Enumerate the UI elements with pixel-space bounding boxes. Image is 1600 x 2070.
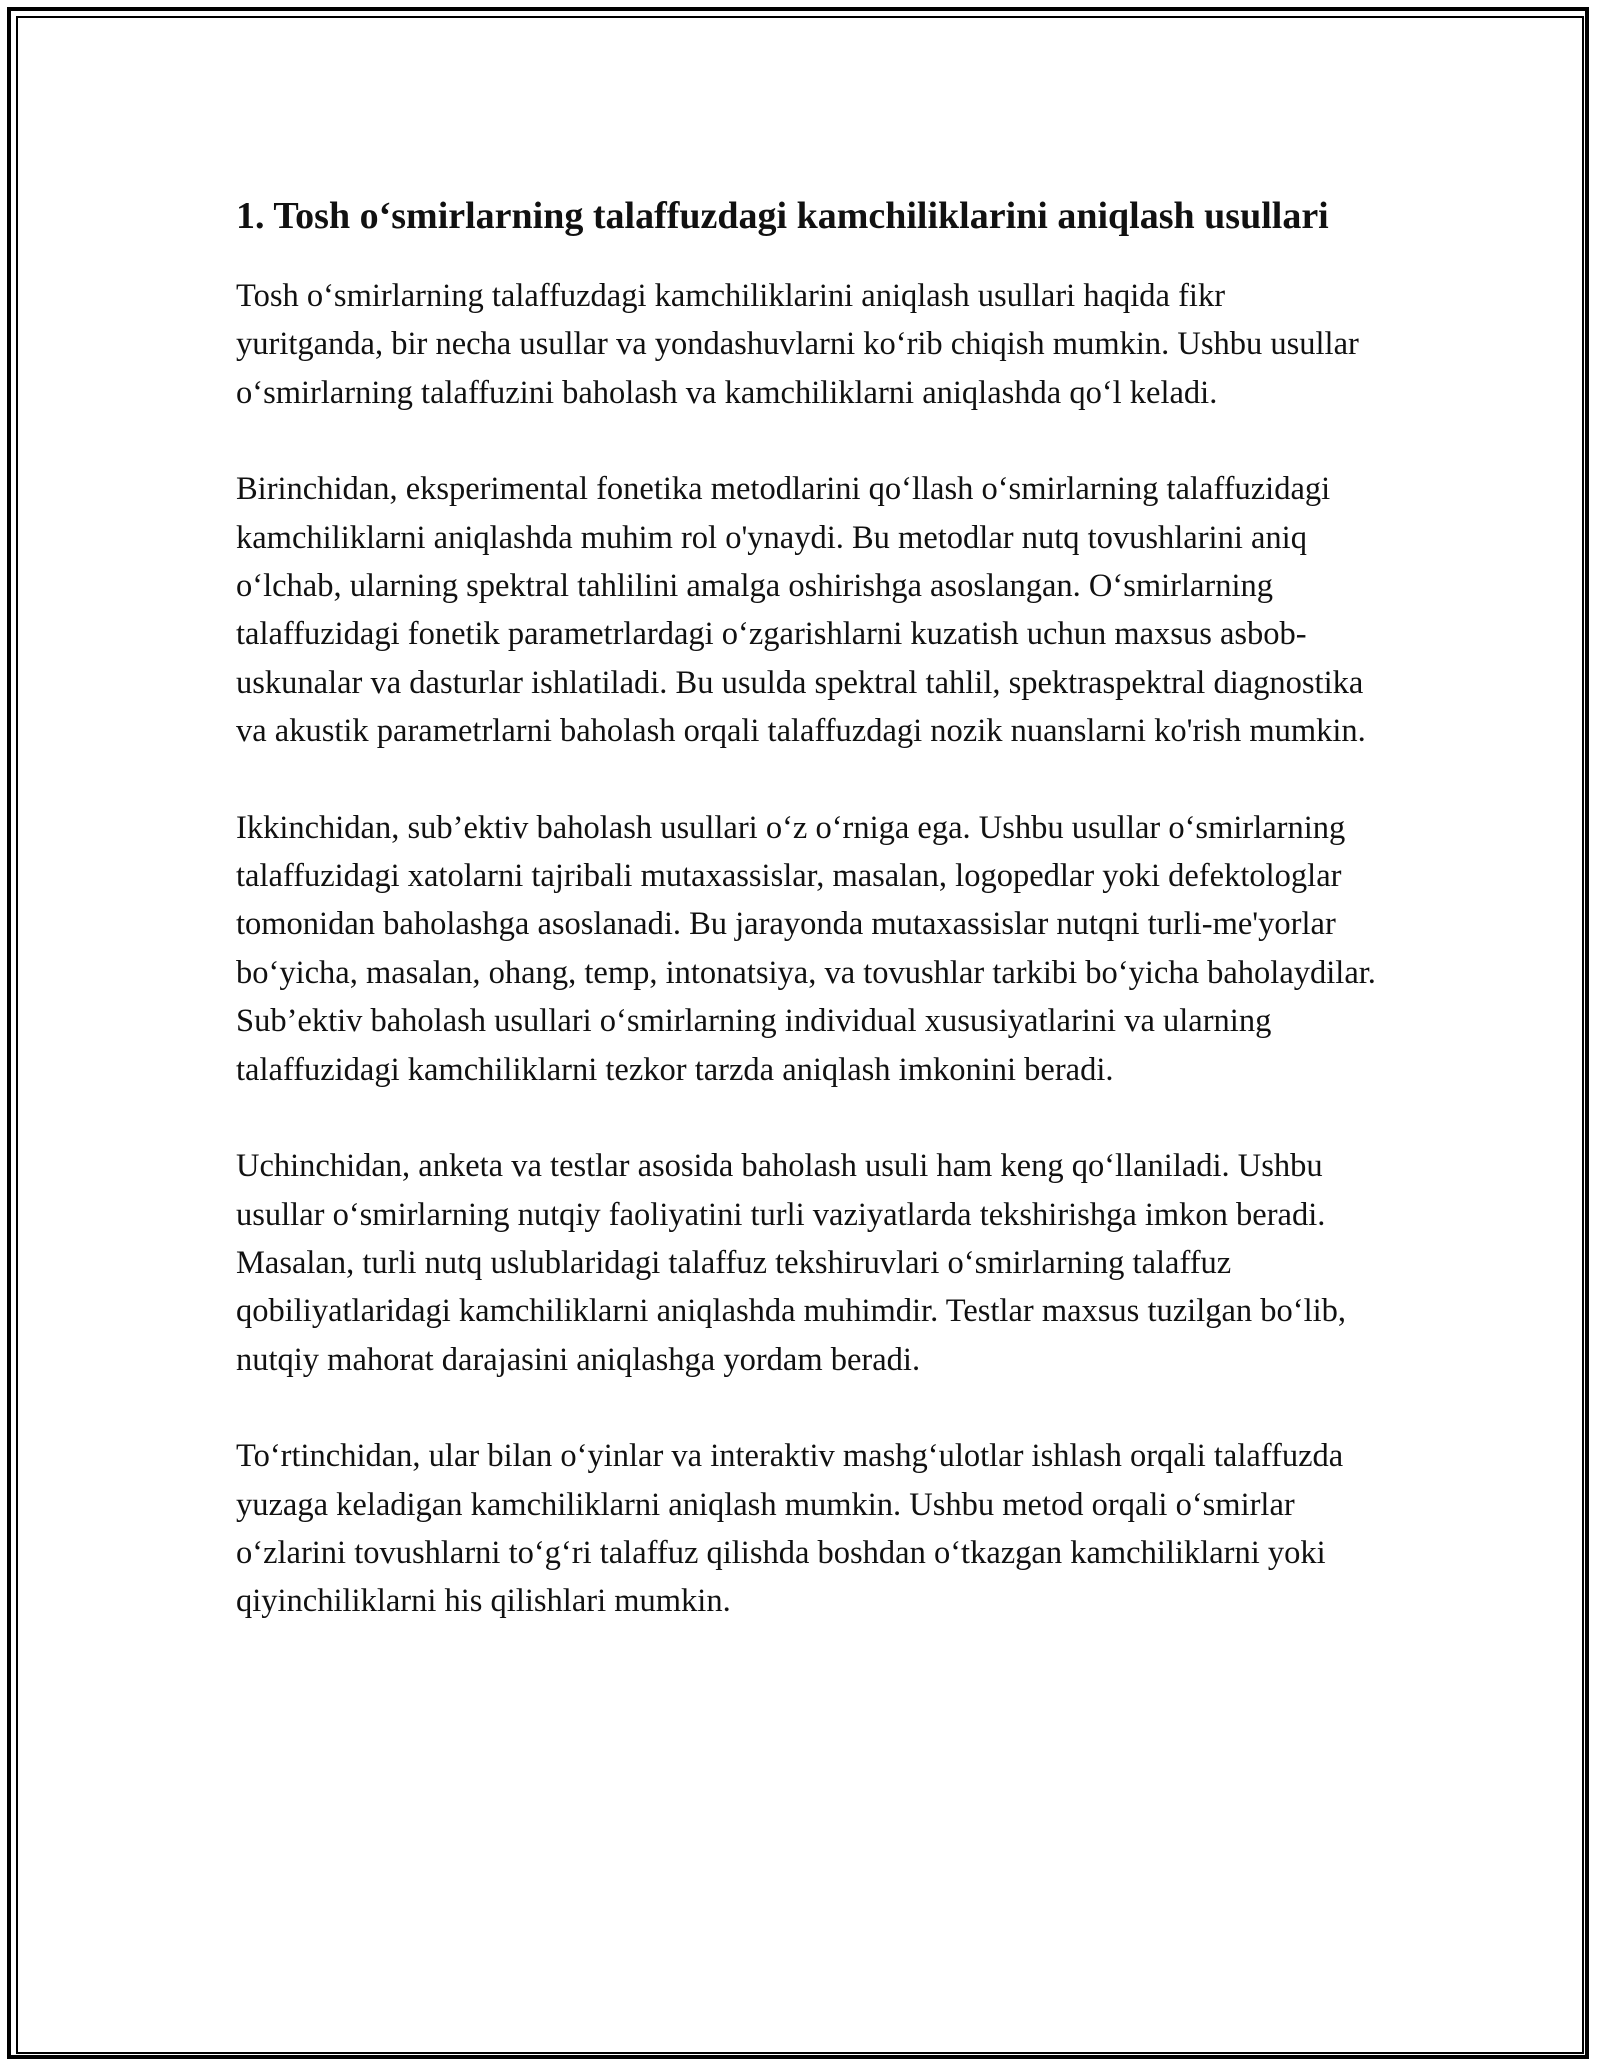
paragraph-first-method: Birinchidan, eksperimental fonetika metodlarini qo‘llash o‘smirlarning talaffuzidagi kamchiliklarni aniqlashda muhim rol o'ynaydi. Bu metodlar nutq tovushlarini aniq o‘lchab, ularning spektral tahlilini amalga oshirishga asoslangan. O‘smirlarning talaffuzidagi fonetik parametrlardagi o‘zgarishlarni kuzatish uchun maxsus asbob-uskunalar va dasturlar ishlatiladi. Bu usulda spektral tahlil, spektraspektral diagnostika va akustik parametrlarni baholash orqali talaffuzdagi nozik nuanslarni ko'rish mumkin. xyxy=(236,471,1366,750)
section-heading: 1. Tosh o‘smirlarning talaffuzdagi kamchiliklarini aniqlash usullari xyxy=(236,195,1329,237)
document-body xyxy=(236,188,1376,1674)
paragraph-third-method: Uchinchidan, anketa va testlar asosida baholash usuli ham keng qo‘llaniladi. Ushbu usullar o‘smirlarning nutqiy faoliyatini turli vaziyatlarda tekshirishga imkon beradi. Masalan, turli nutq uslublaridagi talaffuz tekshiruvlari o‘smirlarning talaffuz qobiliyatlaridagi kamchiliklarni aniqlashda muhimdir. Testlar maxsus tuzilgan bo‘lib, nutqiy mahorat darajasini aniqlashga yordam beradi. xyxy=(236,1148,1347,1378)
paragraph-second-method: Ikkinchidan, sub’ektiv baholash usullari o‘z o‘rniga ega. Ushbu usullar o‘smirlarning talaffuzidagi xatolarni tajribali mutaxassislar, masalan, logopedlar yoki defektologlar tomonidan baholashga asoslanadi. Bu jarayonda mutaxassislar nutqni turli-me'yorlar bo‘yicha, masalan, ohang, temp, intonatsiya, va tovushlar tarkibi bo‘yicha baholaydilar. Sub’ektiv baholash usullari o‘smirlarning individual xususiyatlarini va ularning talaffuzidagi kamchiliklarni tezkor tarzda aniqlash imkonini beradi. xyxy=(236,809,1376,1088)
paragraph-fourth-method: To‘rtinchidan, ular bilan o‘yinlar va interaktiv mashg‘ulotlar ishlash orqali talaffuzda yuzaga keladigan kamchiliklarni aniqlash mumkin. Ushbu metod orqali o‘smirlar o‘zlarini tovushlarni to‘g‘ri talaffuz qilishda boshdan o‘tkazgan kamchiliklarni yoki qiyinchiliklarni his qilishlari mumkin. xyxy=(236,1438,1344,1620)
paragraph-intro: Tosh o‘smirlarning talaffuzdagi kamchiliklarini aniqlash usullari haqida fikr yuritganda, bir necha usullar va yondashuvlarni ko‘rib chiqish mumkin. Ushbu usullar o‘smirlarning talaffuzini baholash va kamchiliklarni aniqlashda qo‘l keladi. xyxy=(236,278,1359,411)
